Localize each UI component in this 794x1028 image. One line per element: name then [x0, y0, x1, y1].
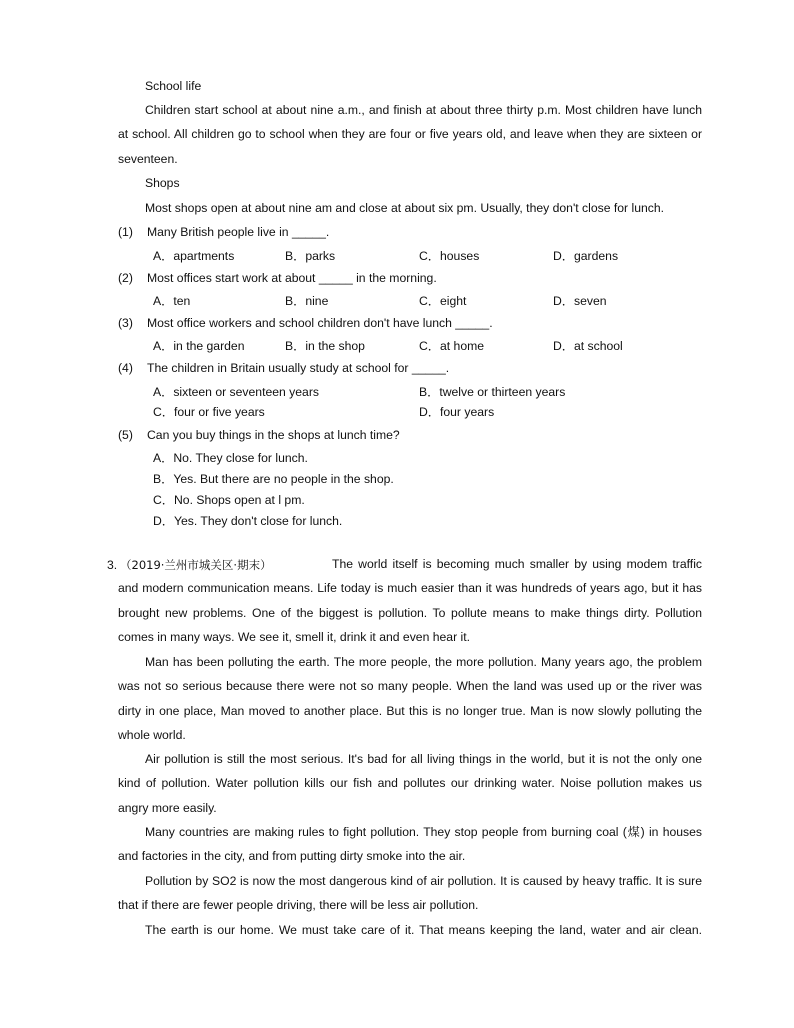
- option-d: D．Yes. They don't close for lunch.: [153, 514, 343, 528]
- question-text: Many British people live in _____.: [147, 225, 330, 239]
- paragraph-shops: Most shops open at about nine am and close at about six pm. Usually, they don't close for lunch.: [145, 201, 665, 215]
- option-b: B．twelve or thirteen years: [419, 385, 566, 399]
- option-a: A．ten: [153, 294, 191, 308]
- option-d: D．at school: [553, 339, 623, 353]
- question-number: (5): [118, 428, 133, 442]
- option-b: B．parks: [285, 249, 336, 263]
- question-3-number: 3.: [107, 558, 118, 572]
- paragraph-6: The earth is our home. We must take care of it. That means keeping the land, water and air clean.: [145, 923, 702, 937]
- option-c: C．at home: [419, 339, 485, 353]
- option-a: A．apartments: [153, 249, 235, 263]
- question-number: (1): [118, 225, 133, 239]
- paragraph-5: Pollution by SO2 is now the most dangerous kind of air pollution. It is caused by heavy traffic. It is sure that if there are fewer people driving, there will be less air pollution.: [118, 874, 702, 913]
- paragraph-4: Many countries are making rules to fight pollution. They stop people from burning coal (煤) in houses and factories in the city, and from putting dirty smoke into the air.: [118, 825, 702, 864]
- option-c: C．four or five years: [153, 405, 265, 419]
- question-number: (2): [118, 271, 133, 285]
- option-c: C．No. Shops open at l pm.: [153, 493, 305, 507]
- option-b: B．nine: [285, 294, 329, 308]
- option-d: D．four years: [419, 405, 495, 419]
- option-b: B．Yes. But there are no people in the shop.: [153, 472, 394, 486]
- heading-shops: Shops: [145, 176, 180, 190]
- paragraph-1: The world itself is becoming much smaller by using modem traffic and modern communication means. Life today is much easier than it was hundreds of years ago, but it has brought new problems. One of the biggest is pollution. To pollute means to make things dirty. Pollution comes in many ways. We see it, smell it, drink it and even hear it.: [118, 557, 702, 645]
- question-text: Most offices start work at about _____ in the morning.: [147, 271, 437, 285]
- paragraph-2: Man has been polluting the earth. The more people, the more pollution. Many years ago, the problem was not so serious because there were not so many people. When the land was used up or the river was dirty in one place, Man moved to another place. But this is no longer true. Man is now slowly polluting the whole world.: [118, 655, 702, 743]
- question-text: Most office workers and school children don't have lunch _____.: [147, 316, 493, 330]
- option-d: D．seven: [553, 294, 607, 308]
- option-c: C．eight: [419, 294, 467, 308]
- option-d: D．gardens: [553, 249, 619, 263]
- question-number: (4): [118, 361, 133, 375]
- question-number: (3): [118, 316, 133, 330]
- heading-school-life: School life: [145, 79, 202, 93]
- source-label: （2019·兰州市城关区·期末）: [120, 558, 272, 572]
- question-text: Can you buy things in the shops at lunch time?: [147, 428, 400, 442]
- paragraph-3: Air pollution is still the most serious. It's bad for all living things in the world, but it is not the only one kind of pollution. Water pollution kills our fish and pollutes our drinking water. Noise pollution makes us angry more easily.: [118, 752, 702, 815]
- option-a: A．sixteen or seventeen years: [153, 385, 319, 399]
- question-text: The children in Britain usually study at school for _____.: [147, 361, 450, 375]
- option-b: B．in the shop: [285, 339, 365, 353]
- option-a: A．No. They close for lunch.: [153, 451, 308, 465]
- option-c: C．houses: [419, 249, 480, 263]
- option-a: A．in the garden: [153, 339, 245, 353]
- paragraph-school-life: Children start school at about nine a.m., and finish at about three thirty p.m. Most children have lunch at school. All children go to school when they are four or five years old, and leave when they are sixteen or seventeen.: [118, 103, 702, 166]
